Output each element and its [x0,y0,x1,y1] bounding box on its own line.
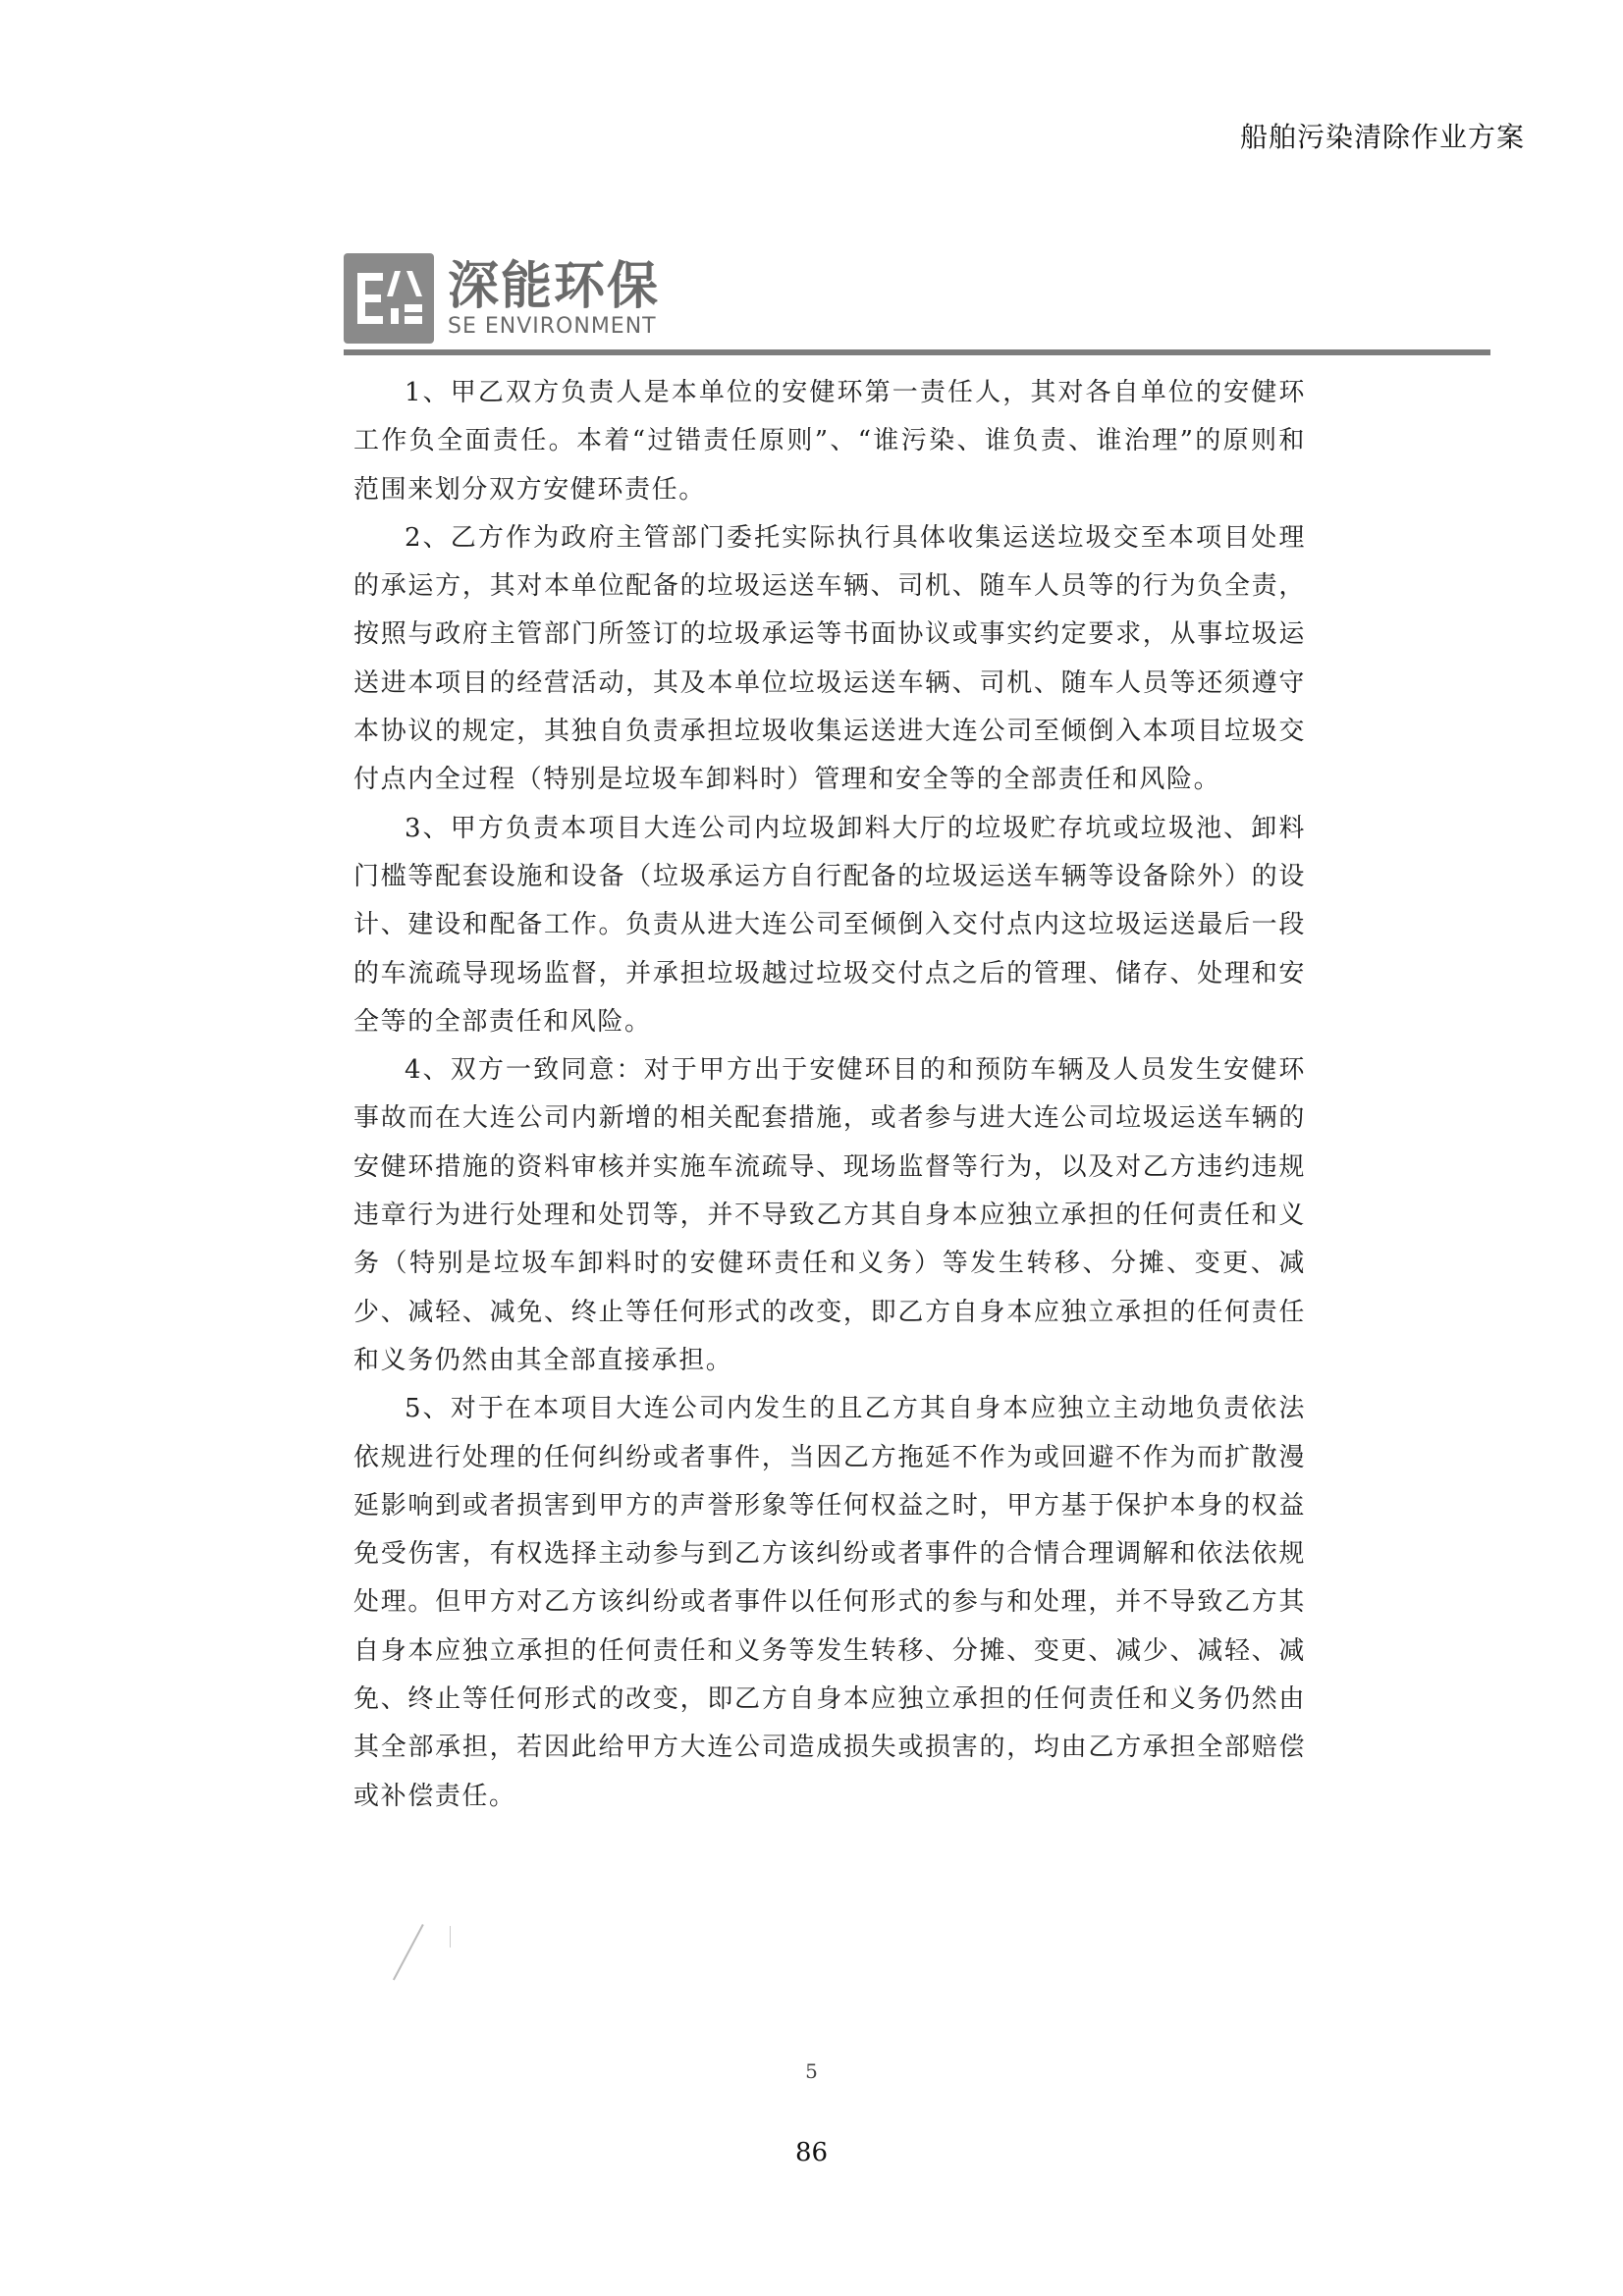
paragraph-5: 5、对于在本项目大连公司内发生的且乙方其自身本应独立主动地负责依法依规进行处理的任何纠纷或者事件，当因乙方拖延不作为或回避不作为而扩散漫延影响到或者损害到甲方的声誉形象等任何权益之时，甲方基于保护本身的权益免受伤害，有权选择主动参与到乙方该纠纷或者事件的合情合理调解和依法依规处理。但甲方对乙方该纠纷或者事件以任何形式的参与和处理，并不导致乙方其自身本应独立承担的任何责任和义务等发生转移、分摊、变更、减少、减轻、减免、终止等任何形式的改变，即乙方自身本应独立承担的任何责任和义务仍然由其全部承担，若因此给甲方大连公司造成损失或损害的，均由乙方承担全部赔偿或补偿责任。 [353,1394,1306,1811]
paragraph-2: 2、乙方作为政府主管部门委托实际执行具体收集运送垃圾交至本项目处理的承运方，其对本单位配备的垃圾运送车辆、司机、随车人员等的行为负全责，按照与政府主管部门所签订的垃圾承运等书面协议或事实约定要求，从事垃圾运送进本项目的经营活动，其及本单位垃圾运送车辆、司机、随车人员等还须遵守本协议的规定，其独自负责承担垃圾收集运送进大连公司至倾倒入本项目垃圾交付点内全过程（特别是垃圾车卸料时）管理和安全等的全部责任和风险。 [353,522,1306,795]
document-header-title: 船舶污染清除作业方案 [1239,121,1525,153]
paragraph-1: 1、甲乙双方负责人是本单位的安健环第一责任人，其对各自单位的安健环工作负全面责任。本着“过错责任原则”、“谁污染、谁负责、谁治理”的原则和范围来划分双方安健环责任。 [353,378,1306,505]
company-logo [344,253,660,344]
document-body [353,369,1306,1821]
page-number: 86 [794,2138,829,2167]
sub-page-number: 5 [805,2059,818,2083]
logo-chinese-name: 深能环保 [448,257,661,316]
paragraph-4: 4、双方一致同意：对于甲方出于安健环目的和预防车辆及人员发生安健环事故而在大连公司内新增的相关配套措施，或者参与进大连公司垃圾运送车辆的安健环措施的资料审核并实施车流疏导、现场监督等行为，以及对乙方违约违规违章行为进行处理和处罚等，并不导致乙方其自身本应独立承担的任何责任和义务（特别是垃圾车卸料时的安健环责任和义务）等发生转移、分摊、变更、减少、减轻、减免、终止等任何形式的改变，即乙方自身本应独立承担的任何责任和义务仍然由其全部直接承担。 [353,1055,1306,1375]
header-divider [344,349,1490,355]
scan-mark-small [450,1926,451,1948]
scan-mark [393,1924,424,1980]
logo-emblem-icon [344,253,434,344]
logo-english-name: SE ENVIRONMENT [448,314,657,339]
paragraph-3: 3、甲方负责本项目大连公司内垃圾卸料大厅的垃圾贮存坑或垃圾池、卸料门槛等配套设施和设备（垃圾承运方自行配备的垃圾运送车辆等设备除外）的设计、建设和配备工作。负责从进大连公司至倾倒入交付点内这垃圾运送最后一段的车流疏导现场监督，并承担垃圾越过垃圾交付点之后的管理、储存、处理和安全等的全部责任和风险。 [353,813,1306,1037]
